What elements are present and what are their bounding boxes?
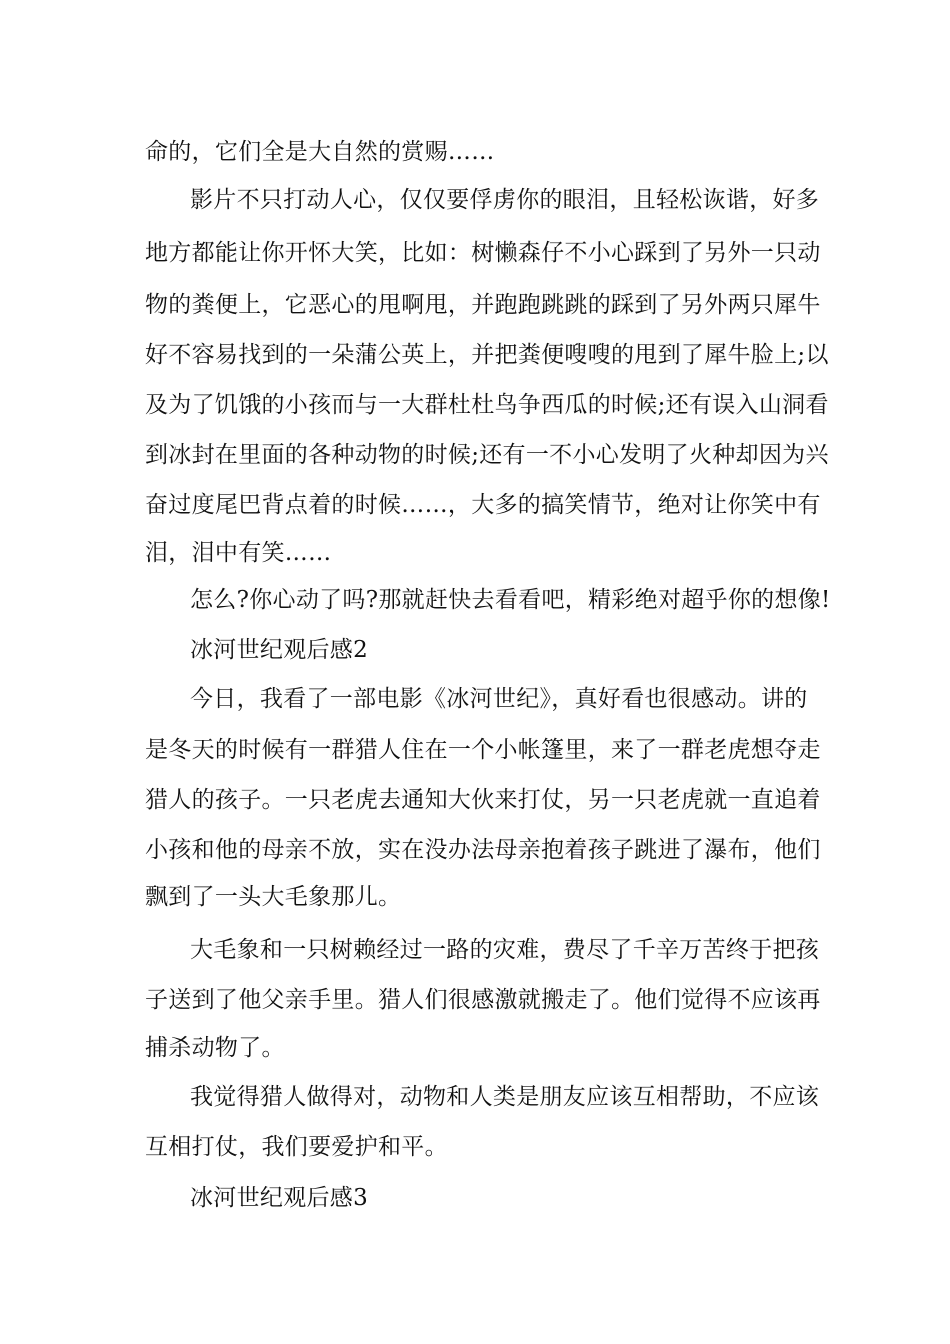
section-heading: 冰河世纪观后感2 (190, 637, 369, 663)
text-line: 物的粪便上，它恶心的甩啊甩，并跑跑跳跳的踩到了另外两只犀牛 (145, 292, 821, 318)
paragraph-start-line: 大毛象和一只树赖经过一路的灾难，费尽了千辛万苦终于把孩 (190, 937, 820, 963)
text-line: 猎人的孩子。一只老虎去通知大伙来打仗，另一只老虎就一直追着 (145, 787, 821, 813)
paragraph-start-line: 我觉得猎人做得对，动物和人类是朋友应该互相帮助，不应该 (190, 1084, 820, 1110)
text-line: 飘到了一头大毛象那儿。 (145, 884, 402, 910)
text-line: 泪，泪中有笑…… (145, 540, 332, 566)
text-line: 及为了饥饿的小孩而与一大群杜杜鸟争西瓜的时候;还有误入山洞看 (145, 392, 829, 418)
text-line: 小孩和他的母亲不放，实在没办法母亲抱着孩子跳进了瀑布，他们 (145, 837, 821, 863)
text-line: 地方都能让你开怀大笑，比如：树懒森仔不小心踩到了另外一只动 (145, 240, 821, 266)
text-line: 奋过度尾巴背点着的时候……，大多的搞笑情节，绝对让你笑中有 (145, 492, 821, 518)
text-line: 捕杀动物了。 (145, 1035, 285, 1061)
text-line: 命的，它们全是大自然的赏赐…… (145, 139, 495, 165)
paragraph-start-line: 怎么?你心动了吗?那就赶快去看看吧，精彩绝对超乎你的想像! (190, 587, 831, 613)
text-line: 到冰封在里面的各种动物的时候;还有一不小心发明了火种却因为兴 (145, 442, 829, 468)
paragraph-start-line: 今日，我看了一部电影《冰河世纪》，真好看也很感动。讲的 (190, 686, 808, 712)
text-line: 互相打仗，我们要爱护和平。 (145, 1134, 448, 1160)
text-line: 子送到了他父亲手里。猎人们很感激就搬走了。他们觉得不应该再 (145, 987, 821, 1013)
paragraph-start-line: 影片不只打动人心，仅仅要俘虏你的眼泪，且轻松诙谐，好多 (190, 187, 820, 213)
text-line: 是冬天的时候有一群猎人住在一个小帐篷里，来了一群老虎想夺走 (145, 737, 821, 763)
text-line: 好不容易找到的一朵蒲公英上，并把粪便嗖嗖的甩到了犀牛脸上;以 (145, 342, 829, 368)
section-heading: 冰河世纪观后感3 (190, 1185, 369, 1211)
